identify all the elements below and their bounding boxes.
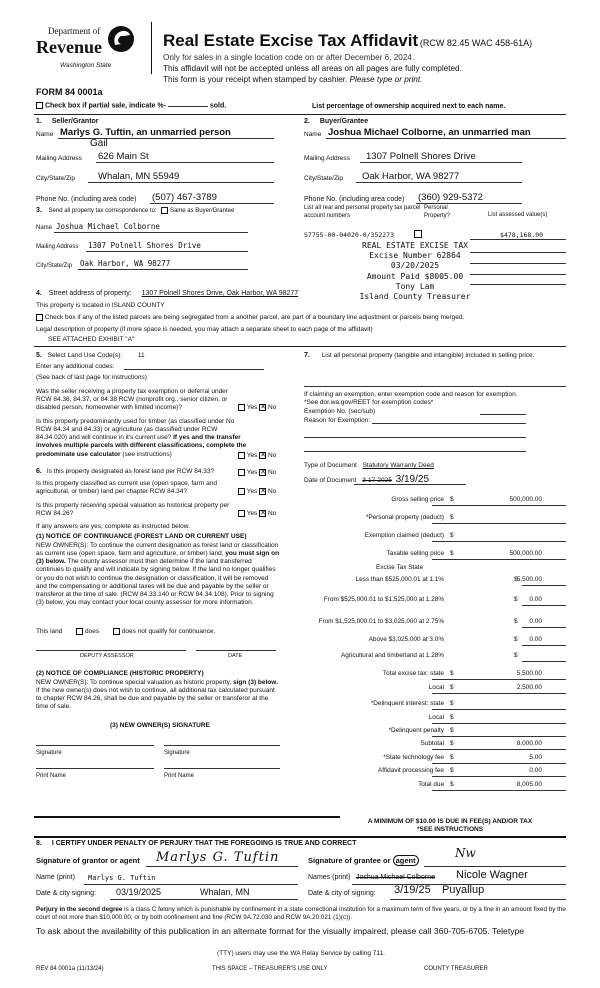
- minimum-line2: *SEE INSTRUCTIONS: [416, 826, 484, 834]
- minimum-line1: A MINIMUM OF $10.00 IS DUE IN FEE(S) AND/OR TAX: [367, 818, 533, 825]
- buyer-city-value[interactable]: Oak Harbor, WA 98277: [362, 171, 460, 182]
- segregation-row: [36, 314, 464, 322]
- owner-sig-label-1: Signature: [36, 750, 62, 756]
- calc-dollar-sign: $: [450, 700, 454, 707]
- grantee-city-value[interactable]: Puyallup: [442, 884, 485, 896]
- section4-rule: [34, 346, 566, 347]
- seller-name-label: Name: [36, 131, 54, 138]
- logo-dept-line2: Revenue: [36, 37, 102, 57]
- reason-line-3: [304, 451, 526, 452]
- q5-no-label: No: [267, 510, 277, 518]
- calc-label: From $525,000.01 to $1,525,000 at 1.28%: [323, 596, 444, 603]
- grantor-sig-line: [146, 866, 298, 867]
- doc-date-line: [354, 484, 466, 485]
- seller-name-value[interactable]: Marlys G. Tuftin, an unmarried person: [60, 127, 231, 138]
- q1-no-label: No: [267, 404, 277, 412]
- this-land-label: This land: [36, 628, 63, 636]
- owner-sig-line-1: [36, 745, 154, 746]
- footer-rev: REV 84 0001a (11/13/24): [36, 966, 104, 972]
- form-title: [163, 30, 532, 51]
- calc-label: From $1,525,000.01 to $3,025,000 at 2.75%: [318, 618, 444, 625]
- parcel-line-2: [470, 252, 566, 253]
- doc-type-value[interactable]: Statutory Warranty Deed: [362, 462, 434, 469]
- calc-amount[interactable]: 500,000.00: [509, 496, 542, 503]
- question-2-answers: [238, 452, 276, 460]
- q5-yes-checkbox[interactable]: [238, 510, 245, 517]
- buyer-name-line: [326, 138, 566, 139]
- deputy-label: DEPUTY ASSESSOR: [80, 653, 134, 659]
- calc-line: [432, 693, 566, 694]
- notice1-body1: NEW OWNER(S): To continue the current designation as forest land or classification as current use (open space, farm and agriculture, or timber) land,: [36, 542, 279, 558]
- parcel-number[interactable]: S7755-00-04020-0/352273: [304, 231, 395, 239]
- calc-dollar-sign: $: [514, 618, 518, 625]
- corr-same-checkbox[interactable]: [161, 207, 168, 214]
- calc-amount[interactable]: 2,500.00: [516, 684, 542, 691]
- exempt-line1: If claiming an exemption, enter exemption code and reason for exemption.: [304, 391, 518, 398]
- q1-yes-label: Yes: [246, 404, 258, 412]
- doc-type-row: [304, 462, 434, 470]
- legal-exhibit: SEE ATTACHED EXHIBIT "A": [48, 336, 135, 343]
- seller-addr-value[interactable]: 626 Main St: [98, 151, 149, 162]
- county-line: This property is located in ISLAND COUNTY: [36, 302, 165, 309]
- calc-label: Above $3,025,000 at 3.0%: [368, 636, 444, 643]
- buyer-addr-value[interactable]: 1307 Polnell Shores Drive: [366, 151, 476, 162]
- footer-space: THIS SPACE – TREASURER'S USE ONLY: [212, 966, 328, 972]
- calc-label: Total excise tax: state: [382, 670, 444, 677]
- q1-yes-checkbox[interactable]: [238, 404, 245, 411]
- seller-city-label: City/State/Zip: [36, 175, 76, 182]
- buyer-phone-label: Phone No. (including area code): [304, 196, 405, 203]
- calc-dollar-sign: $: [450, 532, 454, 539]
- calc-line: [522, 627, 566, 628]
- q5-no-checkbox[interactable]: [259, 510, 266, 517]
- landuse-num: 5.: [36, 352, 42, 359]
- calc-amount[interactable]: 5,500.00: [516, 576, 542, 583]
- grantor-date-value[interactable]: 03/19/2025: [116, 887, 162, 897]
- parcel-line-1: [470, 239, 566, 240]
- seller-heading-num: 1.: [36, 118, 42, 125]
- cert-num: 8.: [36, 840, 42, 847]
- q5-yes-label: Yes: [246, 510, 258, 518]
- question-3-text: Is this property designated as forest land per RCW 84.33?: [46, 468, 215, 475]
- partial-sale-checkbox[interactable]: [36, 102, 43, 109]
- corr-city-line: [78, 269, 248, 270]
- street-row: [36, 290, 298, 299]
- q2-no-label: No: [267, 452, 277, 460]
- calc-line: [432, 559, 566, 560]
- header-line3: [163, 75, 422, 85]
- partial-sale-row: [36, 102, 226, 111]
- section8-rule-full: [34, 836, 566, 838]
- question-2-bold: If yes and the transfer involves multiple parcels with different classifications, complete the predominate use calculator: [36, 434, 247, 458]
- exno-line: [480, 414, 526, 415]
- notice1-intro: If any answers are yes, complete as instructed below.: [36, 523, 190, 530]
- corr-name-value[interactable]: Joshua Michael Colborne: [56, 222, 160, 231]
- buyer-city-line: [356, 182, 522, 183]
- seller-heading: [36, 118, 99, 127]
- q2-yes-label: Yes: [246, 452, 258, 460]
- grantor-signature[interactable]: Marlys G. Tuftin: [156, 850, 280, 865]
- calc-line: [432, 749, 566, 750]
- question-2: [36, 418, 248, 459]
- buyer-addr-label: Mailing Address: [304, 155, 350, 162]
- owner-sig-heading: (3) NEW OWNER(S) SIGNATURE: [110, 722, 210, 729]
- question-2-tail: (see instructions): [120, 450, 172, 458]
- calc-line: [522, 605, 566, 606]
- segregation-label: Check box if any of the listed parcels are being segregated from a another parcel, are part of a boundary line adjustment or parcels being merged.: [44, 314, 465, 322]
- calc-label: Agricultural and timberland at 1.28%: [340, 652, 444, 659]
- notice1-heading: (1) NOTICE OF CONTINUANCE (FOREST LAND OR CURRENT USE): [36, 533, 247, 540]
- notice2-heading: (2) NOTICE OF COMPLIANCE (HISTORIC PROPERTY): [36, 670, 204, 677]
- cert-heading: I CERTIFY UNDER PENALTY OF PERJURY THAT THE FOREGOING IS TRUE AND CORRECT: [51, 840, 357, 847]
- calc-dollar-sign: $: [514, 576, 518, 583]
- corr-row: [36, 207, 234, 216]
- buyer-heading: [304, 118, 368, 127]
- owner-print-label-2: Print Name: [164, 773, 195, 779]
- doc-date-value[interactable]: 3/19/25: [395, 474, 430, 485]
- calc-dollar-sign: $: [514, 652, 518, 659]
- stamp-line5: Tony Lam: [395, 281, 435, 291]
- stamp-line4: Amount Paid $8005.00: [366, 271, 464, 281]
- corr-num: 3.: [36, 207, 42, 215]
- parcels-col1: List all real and personal property tax parcel account numbers: [304, 205, 421, 219]
- buyer-city-label: City/State/Zip: [304, 175, 344, 182]
- calc-label: Subtotal: [420, 740, 444, 747]
- parcel-line-3: [470, 263, 566, 264]
- doc-date-struck: 3-17-2025: [362, 477, 392, 484]
- corr-addr-value[interactable]: 1307 Polnell Shores Drive: [88, 241, 201, 250]
- logo-divider: [151, 22, 152, 74]
- calc-line: [432, 776, 566, 777]
- calc-dollar-sign: $: [450, 727, 454, 734]
- calc-line: [522, 585, 566, 586]
- street-value[interactable]: 1307 Polnell Shores Drive, Oak Harbor, WA 98277: [141, 290, 299, 297]
- form-number: FORM 84 0001a: [36, 87, 103, 97]
- calc-amount[interactable]: 0.00: [529, 618, 542, 625]
- footer-treasurer: COUNTY TREASURER: [424, 966, 488, 972]
- question-3: [36, 468, 242, 477]
- footer-ask: To ask about the availability of this publication in an alternate format for the visually impaired, please call 360-705-6705. Teletype: [36, 926, 525, 936]
- grantor-name-value[interactable]: Marlys G. Tuftin: [88, 874, 156, 882]
- calc-amount[interactable]: 8,000.00: [516, 740, 542, 747]
- corr-label: Send all property tax correspondence to:: [48, 208, 157, 215]
- partial-sale-percent-field[interactable]: [168, 106, 208, 107]
- land-does-not-checkbox[interactable]: [113, 628, 120, 635]
- personal-row: [304, 352, 534, 361]
- deputy-date-line: [196, 650, 276, 651]
- grantee-date-value[interactable]: 3/19/25: [394, 884, 431, 896]
- owner-print-line-1: [36, 768, 154, 769]
- reason-line-2: [304, 437, 526, 438]
- treasurer-stamp: [356, 241, 474, 302]
- calc-dollar-sign: $: [450, 514, 454, 521]
- calc-dollar-sign: $: [450, 767, 454, 774]
- calc-line: [432, 790, 566, 791]
- corr-addr-label: Mailing Address: [36, 244, 79, 250]
- title-text: Real Estate Excise Tax Affidavit: [163, 31, 419, 50]
- calc-dollar-sign: $: [450, 670, 454, 677]
- calc-dollar-sign: $: [450, 496, 454, 503]
- landuse-code[interactable]: 11: [137, 352, 145, 359]
- calc-label: *Delinquent interest: state: [370, 700, 444, 707]
- corr-city-value[interactable]: Oak Harbor, WA 98277: [80, 259, 171, 268]
- perjury-text: [36, 906, 566, 922]
- notice2-bold: sign (3) below.: [233, 679, 278, 686]
- question-5-text: Is this property receiving special valuation as historical property per RCW 84.26?: [36, 502, 230, 518]
- q4-yes-checkbox[interactable]: [238, 488, 245, 495]
- calc-label: *State technology fee: [383, 754, 444, 761]
- personal-line: [304, 386, 566, 387]
- seller-addr-line: [96, 162, 274, 163]
- calc-line: [522, 645, 566, 646]
- street-num: 4.: [36, 290, 42, 297]
- notice1-body2: The county assessor must then determine if the land transferred continues to qualify and will indicate by signing below. If the land no longer qualifies or you do not wish to continue the designation or classification, it will be removed and the compensating or additional taxes will be due and payable by the seller or transferor at the time of sale. (RCW 84.33.140 or RCW 84.34.108). Prior to signing (3) below, you may contact your local county assessor for more information.: [36, 558, 276, 606]
- calc-amount[interactable]: 500,000.00: [509, 550, 542, 557]
- question-4: [36, 480, 238, 496]
- grantee-sig-line: [424, 866, 566, 867]
- q1-no-checkbox[interactable]: [259, 404, 266, 411]
- calc-amount[interactable]: 0.00: [529, 596, 542, 603]
- calc-amount[interactable]: 8,005.00: [516, 781, 542, 788]
- seller-phone-label: Phone No. (including area code): [36, 196, 137, 203]
- land-does-label: does: [85, 628, 100, 636]
- calc-label: Affidavit processing fee: [378, 767, 444, 774]
- parcel-personal-checkbox[interactable]: [414, 230, 422, 238]
- calc-dollar-sign: $: [450, 754, 454, 761]
- calc-dollar-sign: $: [450, 684, 454, 691]
- calc-dollar-sign: $: [514, 596, 518, 603]
- calc-amount[interactable]: 5,500.00: [516, 670, 542, 677]
- question-1-text: Was the seller receiving a property tax exemption or deferral under RCW 84.36, 84.37, or 84.38 RCW (nonprofit org., senior citizen, or disabled person, homeowner with limited income)?: [36, 388, 228, 412]
- corr-name-label: Name: [36, 225, 53, 231]
- seller-phone-value[interactable]: (507) 467-3789: [152, 192, 217, 203]
- ownership-note: List percentage of ownership acquired next to each name.: [312, 103, 506, 110]
- calc-label: Local: [428, 684, 444, 691]
- grantee-name-struck: Joshua Michael Colborne: [356, 874, 435, 881]
- legal-label: Legal description of property (if more space is needed, you may attach a separate sheet to each page of the affidavit): [36, 326, 373, 333]
- deputy-date-label: DATE: [228, 653, 243, 659]
- calc-dollar-sign: $: [450, 740, 454, 747]
- q3-no-checkbox[interactable]: [259, 469, 266, 476]
- calc-label: Taxable selling price: [386, 550, 444, 557]
- grantee-date-line: [390, 899, 566, 900]
- buyer-addr-line: [360, 162, 522, 163]
- question-4-answers: [238, 488, 276, 496]
- header-line3-a: This form is your receipt when stamped by cashier.: [163, 75, 350, 84]
- personal-label: List all personal property (tangible and intangible) included in selling price.: [321, 352, 535, 359]
- header-line1: Only for sales in a single location code on or after December 6, 2024.: [163, 53, 415, 62]
- perjury-bold: Perjury in the second degree: [36, 906, 123, 913]
- calc-amount[interactable]: 0.00: [529, 767, 542, 774]
- grantor-date-line: [110, 899, 298, 900]
- buyer-heading-num: 2.: [304, 118, 310, 125]
- logo-dept-line1: Department of: [48, 26, 101, 36]
- corr-addr-line: [86, 251, 248, 252]
- parcels-col3: List assessed value(s): [488, 212, 548, 218]
- calc-label: *Personal property (deduct): [365, 514, 444, 521]
- grantee-sig-label-b: agent: [393, 855, 419, 866]
- q4-no-checkbox[interactable]: [259, 488, 266, 495]
- question-5: [36, 502, 238, 518]
- q2-no-checkbox[interactable]: [259, 452, 266, 459]
- question-3-answers: [238, 469, 276, 477]
- calc-label: *Delinquent penalty: [388, 727, 444, 734]
- cert-heading-row: [36, 840, 356, 849]
- calc-label: Exemption claimed (deduct): [364, 532, 444, 539]
- buyer-name-value[interactable]: Joshua Michael Colborne, an unmarried man: [328, 127, 531, 138]
- q3-yes-checkbox[interactable]: [238, 469, 245, 476]
- question-5-answers: [238, 510, 276, 518]
- q2-yes-checkbox[interactable]: [238, 452, 245, 459]
- corr-name-line: [54, 232, 248, 233]
- header-rule: [34, 114, 566, 115]
- owner-sig-label-2: Signature: [164, 750, 190, 756]
- logo-dept-line3: Washington State: [60, 62, 112, 69]
- landuse-label: Select Land Use Code(s):: [47, 352, 123, 359]
- parcels-col2: Personal Property?: [424, 205, 451, 219]
- parcel-line-5: [470, 284, 566, 285]
- landuse-additional: Enter any additional codes:: [36, 363, 115, 370]
- grantor-city-value[interactable]: Whalan, MN: [200, 887, 250, 897]
- stamp-line2: Excise Number 62864: [369, 251, 461, 261]
- buyer-phone-line: [416, 203, 522, 204]
- question-1: [36, 388, 242, 412]
- street-label: Street address of property:: [48, 290, 132, 297]
- grantor-name-label: Name (print): [36, 874, 75, 881]
- reason-label: Reason for Exemption:: [304, 417, 371, 424]
- header-line3-b: Please type or print.: [349, 75, 423, 84]
- calc-line: [432, 679, 566, 680]
- land-does-checkbox[interactable]: [76, 628, 83, 635]
- question-1-answers: [238, 404, 276, 412]
- calc-line: [432, 723, 566, 724]
- corr-city-label: City/State/Zip: [36, 263, 73, 269]
- stamp-line6: Island County Treasurer: [359, 292, 471, 302]
- grantor-name-line: [84, 884, 298, 885]
- question-3-num: 6.: [36, 468, 42, 475]
- calc-amount[interactable]: 0.00: [529, 636, 542, 643]
- parcel-line-4: [470, 274, 566, 275]
- q4-yes-label: Yes: [246, 488, 258, 496]
- grantee-name-label: Names (print): [308, 874, 351, 881]
- calc-label: Excise Tax State: [376, 564, 424, 571]
- seller-heading-text: Seller/Grantor: [51, 118, 99, 125]
- calc-dollar-sign: $: [450, 714, 454, 721]
- parcel-value[interactable]: $478,168.00: [500, 231, 544, 239]
- calc-line: [432, 736, 566, 737]
- calc-line: [432, 763, 566, 764]
- grantee-signature[interactable]: Nw: [455, 846, 476, 860]
- calc-line: [432, 709, 566, 710]
- calc-line: [432, 505, 566, 506]
- calc-label: Total due: [418, 781, 444, 788]
- land-does-not-label: does not qualify for continuance.: [121, 628, 216, 636]
- notice1-body: [36, 542, 280, 607]
- reason-line-1: [372, 423, 526, 424]
- grantor-date-label: Date & city signing:: [36, 890, 96, 897]
- calc-label: Local: [428, 714, 444, 721]
- header-line2: This affidavit will not be accepted unless all areas on all pages are fully completed.: [163, 64, 462, 73]
- calc-label: Gross selling price: [391, 496, 444, 503]
- personal-num: 7.: [304, 352, 310, 359]
- exno-label: Exemption No. (sec/sub): [304, 408, 376, 415]
- notice2-body2: If the new owner(s) does not wish to continue, all additional tax calculated pursuant to chapter RCW 84.26, shall be due and payable by the seller or transferor at the time of sale.: [36, 687, 275, 711]
- calc-line: [432, 541, 566, 542]
- deputy-line: [36, 650, 186, 651]
- calc-dollar-sign: $: [450, 550, 454, 557]
- perjury-body: is a class C felony which is punishable by confinement in a state correctional institution for a maximum term of five years, or by a fine in an amount fixed by the court of not more than $10,000.00, or by both confinement and fine (RCW 9A.72.030 and RCW 9A.20.021 (1)(c)).: [36, 906, 566, 921]
- stamp-line1: REAL ESTATE EXCISE TAX: [362, 241, 468, 250]
- grantee-sig-label: [308, 856, 419, 865]
- doc-type-label: Type of Document: [304, 462, 357, 469]
- minimum-note: [340, 818, 560, 834]
- owner-sig-line-2: [164, 745, 280, 746]
- notice1-land-row: [36, 628, 215, 636]
- seller-city-value[interactable]: Whalan, MN 55949: [98, 171, 180, 182]
- exempt-line2: *See dor.wa.gov/REET for exemption codes*: [304, 399, 434, 406]
- grantee-sig-label-a: Signature of grantee or: [308, 856, 393, 865]
- q3-yes-label: Yes: [246, 469, 258, 477]
- footer-tty: (TTY) users may use the WA Relay Service by calling 711.: [217, 950, 385, 957]
- q4-no-label: No: [267, 488, 277, 496]
- landuse-see-back: (See back of last page for instructions): [36, 374, 147, 381]
- calc-dollar-sign: $: [450, 781, 454, 788]
- corr-same-label: Same as Buyer/Grantee: [169, 208, 235, 215]
- notice2-body: [36, 679, 280, 712]
- calc-line: [432, 523, 566, 524]
- owner-print-label-1: Print Name: [36, 773, 67, 779]
- partial-sale-label: Check box if partial sale, indicate %-: [44, 102, 166, 110]
- segregation-checkbox[interactable]: [36, 314, 43, 321]
- doc-date-label: Date of Document: [304, 477, 357, 484]
- notice2-body1: NEW OWNER(S): To continue special valuation as historic property,: [36, 679, 233, 686]
- grantor-sig-label: Signature of grantor or agent: [36, 856, 140, 865]
- buyer-phone-value[interactable]: (360) 929-5372: [418, 192, 483, 203]
- title-rcw: (RCW 82.45 WAC 458-61A): [419, 38, 533, 48]
- calc-line: [522, 661, 566, 662]
- q3-no-label: No: [267, 469, 277, 477]
- dor-logo: [36, 22, 136, 74]
- seller-phone-line: [150, 203, 274, 204]
- seller-name-extra: Gail: [90, 138, 108, 149]
- partial-sale-sold: sold.: [209, 102, 227, 110]
- seller-addr-label: Mailing Address: [36, 155, 82, 162]
- question-4-text: Is this property classified as current use (open space, farm and agricultural, or timber) land per chapter RCW 84.34?: [36, 480, 218, 496]
- calc-label: Less than $525,000.01 at 1.1%: [355, 576, 444, 583]
- section8-rule: [34, 816, 340, 818]
- calc-amount[interactable]: 5.00: [529, 754, 542, 761]
- grantee-name-value[interactable]: Nicole Wagner: [456, 869, 528, 881]
- buyer-heading-text: Buyer/Grantee: [319, 118, 369, 125]
- question-2-text: Is this property predominantly used for timber (as classified under No RCW 84.34 and 84.33) or agriculture (as classified under RCW 84.34.020) and will continue in it's current use?: [36, 418, 235, 442]
- buyer-name-label: Name: [304, 131, 322, 138]
- stamp-line3: 03/20/2025: [390, 261, 440, 271]
- landuse-additional-line: [124, 369, 264, 370]
- landuse-row: [36, 352, 145, 361]
- grantee-date-label: Date & city of signing:: [308, 890, 376, 897]
- calc-dollar-sign: $: [514, 636, 518, 643]
- seller-city-line: [88, 182, 274, 183]
- logo-swirl-icon: [106, 24, 136, 54]
- notice1-bold: you must sign on (3) below.: [36, 550, 280, 566]
- owner-print-line-2: [164, 768, 280, 769]
